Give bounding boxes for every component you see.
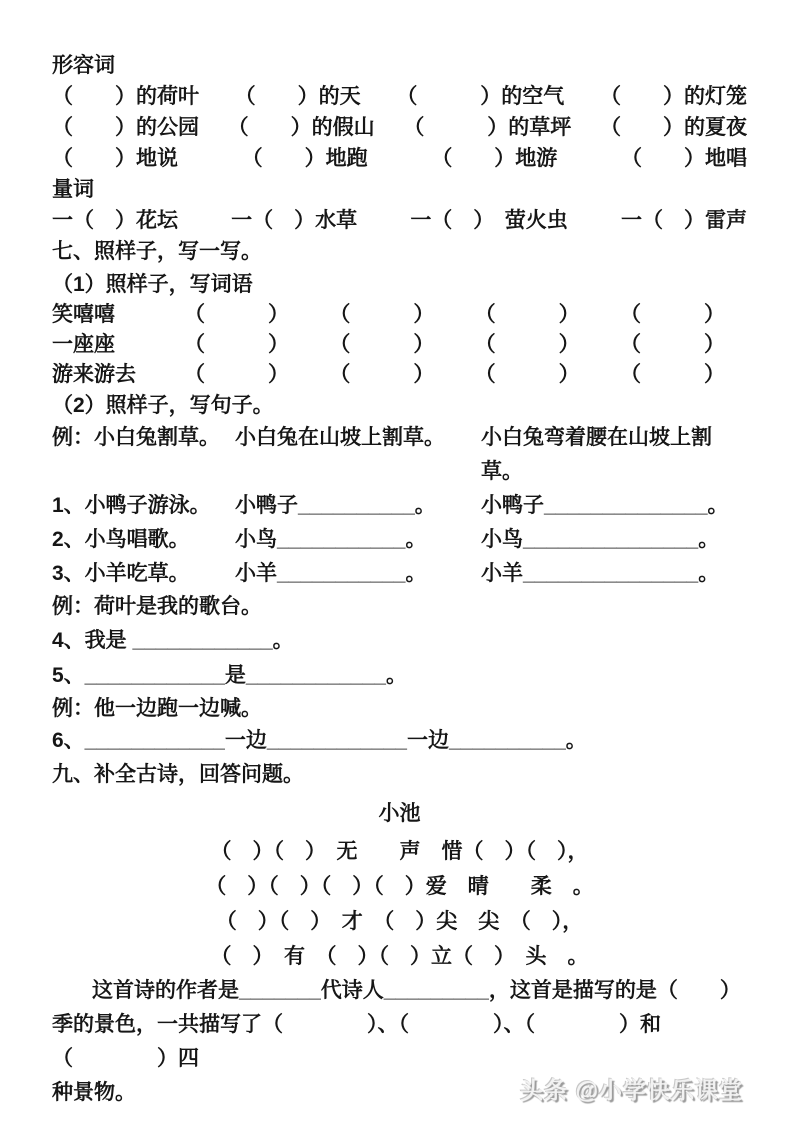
poem-question-line: 季的景色，一共描写了（ ）、（ ）、（ ）和（ ）四 <box>52 1013 661 1070</box>
blank-parens: （ ） <box>329 333 435 356</box>
poem-line: （ ） 有 （ ）（ ）立（ ） 头 。 <box>210 945 589 968</box>
adjective-item: （ ）的公园 <box>52 116 199 139</box>
blank-parens: （ ） <box>184 333 289 356</box>
adjectives-heading: 形容词 <box>52 54 115 77</box>
sentence-cell: 小羊_______________。 <box>481 562 720 585</box>
poem-line: （ ）（ ） 无 声 惜（ ）（ ）， <box>210 840 589 863</box>
poem-line: （ ）（ ）（ ）（ ）爱 晴 柔 。 <box>205 875 594 898</box>
blank-parens: （ ） <box>474 333 580 356</box>
measure-word-item: 一（ ）水草 <box>231 209 358 232</box>
word-pattern-example: 一座座 <box>52 333 115 356</box>
blank-parens: （ ） <box>619 333 725 356</box>
section7-part2-heading: （2）照样子，写句子。 <box>52 394 274 417</box>
blank-parens: （ ） <box>474 363 580 386</box>
adjective-item: （ ）的草坪 <box>403 116 572 139</box>
measure-word-row <box>52 205 747 236</box>
word-pattern-row <box>52 360 747 390</box>
sentence-cell: 3、小羊吃草。 <box>52 562 190 585</box>
sentence-cell: 1、小鸭子游泳。 <box>52 494 211 517</box>
poem-line: （ ）（ ） 才 （ ）尖 尖 （ ）， <box>215 910 584 933</box>
sentence-example-cell: 小白兔弯着腰在山坡上割草。 <box>481 426 712 483</box>
adjective-item: （ ）的天 <box>234 85 361 108</box>
word-pattern-example: 游来游去 <box>52 363 136 386</box>
adverb-row <box>52 143 747 174</box>
adjective-row <box>52 112 747 143</box>
adjective-item: （ ）的夏夜 <box>599 116 747 139</box>
word-pattern-row <box>52 330 747 360</box>
sentence-cell: 2、小鸟唱歌。 <box>52 528 190 551</box>
sentence-row <box>52 523 747 557</box>
blank-parens: （ ） <box>329 303 435 326</box>
poem-title: 小池 <box>378 802 421 825</box>
sentence-cell: 小鸭子__________。 <box>235 494 436 517</box>
sentence-example-cell: 例：小白兔割草。 <box>52 426 220 449</box>
poem-question-line: 种景物。 <box>52 1081 136 1104</box>
sentence-row <box>52 557 747 591</box>
blank-parens: （ ） <box>184 303 289 326</box>
measure-word-item: 一（ ） 萤火虫 <box>410 209 568 232</box>
sentence-example-row <box>52 421 747 489</box>
sentence-cell: 小羊___________。 <box>235 562 427 585</box>
blank-parens: （ ） <box>184 363 289 386</box>
adjective-item: （ ）的荷叶 <box>52 85 199 108</box>
sentence-row <box>52 489 747 523</box>
sentence-cell: 小鸟_______________。 <box>481 528 720 551</box>
sentence-example-2: 例：荷叶是我的歌台。 <box>52 595 262 618</box>
adjective-item: （ ）的灯笼 <box>599 85 747 108</box>
blank-parens: （ ） <box>474 303 580 326</box>
section7-part1-heading: （1）照样子，写词语 <box>52 273 253 296</box>
adverb-item: （ ）地跑 <box>241 147 368 170</box>
adjective-item: （ ）的空气 <box>396 85 565 108</box>
sentence-example-3: 例：他一边跑一边喊。 <box>52 697 262 720</box>
sentence-cell: 小鸟___________。 <box>235 528 427 551</box>
question-6: 6、____________一边____________一边__________。 <box>52 729 587 752</box>
sentence-example-cell: 小白兔在山坡上割草。 <box>235 426 445 449</box>
adverb-item: （ ）地唱 <box>620 147 747 170</box>
blank-parens: （ ） <box>619 303 725 326</box>
blank-parens: （ ） <box>619 363 725 386</box>
adjective-row <box>52 81 747 112</box>
word-pattern-row <box>52 300 747 330</box>
adverb-item: （ ）地游 <box>431 147 558 170</box>
measure-word-item: 一（ ）花坛 <box>52 209 178 232</box>
word-pattern-blanks <box>184 360 747 390</box>
poem-question-line: 这首诗的作者是_______代诗人_________，这首是描写的是（ ） <box>92 979 741 1002</box>
question-4: 4、我是 ____________。 <box>52 629 294 652</box>
word-pattern-blanks <box>184 300 747 330</box>
section9-heading: 九、补全古诗，回答问题。 <box>52 763 304 786</box>
question-5: 5、____________是____________。 <box>52 664 407 687</box>
toutiao-watermark: 头条 @小学快乐课堂 <box>520 1077 743 1103</box>
measure-words-heading: 量词 <box>52 178 94 201</box>
adjective-item: （ ）的假山 <box>227 116 375 139</box>
measure-word-item: 一（ ）雷声 <box>620 209 747 232</box>
word-pattern-example: 笑嘻嘻 <box>52 303 115 326</box>
section7-heading: 七、照样子，写一写。 <box>52 240 262 263</box>
adverb-item: （ ）地说 <box>52 147 178 170</box>
blank-parens: （ ） <box>329 363 435 386</box>
word-pattern-blanks <box>184 330 747 360</box>
sentence-cell: 小鸭子______________。 <box>481 494 729 517</box>
